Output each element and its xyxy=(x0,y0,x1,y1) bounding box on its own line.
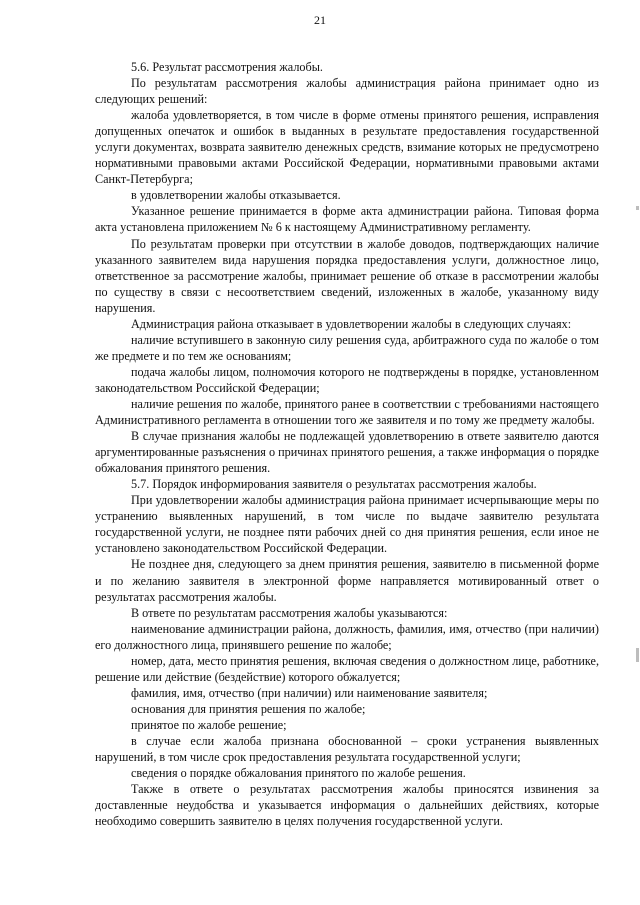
paragraph-list-item: принятое по жалобе решение; xyxy=(131,717,287,732)
paragraph: При удовлетворении жалобы администрация района принимает исчерпывающие меры по устранению выявленных нарушений, в том числе по выдаче заявителю результата государственной услуги, не позднее пяти рабочих дней со дня принятия решения, если иное не установлено законодательством Российской Федерации. xyxy=(95,493,599,556)
paragraph: В случае признания жалобы не подлежащей удовлетворению в ответе заявителю даются аргументированные разъяснения о причинах принятого решения, а также информация о порядке обжалования принятого решения. xyxy=(95,429,599,476)
paragraph-list-item: основания для принятия решения по жалобе; xyxy=(131,701,366,716)
paragraph: Администрация района отказывает в удовлетворении жалобы в следующих случаях: xyxy=(131,316,572,331)
paragraph-list-item: сведения о порядке обжалования принятого по жалобе решения. xyxy=(131,766,466,781)
paragraph-list-item: фамилия, имя, отчество (при наличии) или наименование заявителя; xyxy=(131,685,488,700)
page-number: 21 xyxy=(314,13,326,27)
paragraph: Указанное решение принимается в форме акта администрации района. Типовая форма акта установлена приложением № 6 к настоящему Административному регламенту. xyxy=(95,204,599,235)
paragraph-5-7-heading: 5.7. Порядок информирования заявителя о результатах рассмотрения жалобы. xyxy=(131,477,537,492)
paragraph-5-6-heading: 5.6. Результат рассмотрения жалобы. xyxy=(131,60,323,74)
paragraph: По результатам проверки при отсутствии в жалобе доводов, подтверждающих наличие указанного заявителем вида нарушения порядка предоставления услуги, должностное лицо, ответственное за рассмотрение жалобы, принимает решение об отказе в рассмотрении жалобы по существу в связи с несоответствием сведений, изложенных в жалобе, указанному виду нарушения. xyxy=(95,236,599,315)
paragraph-list-item: жалоба удовлетворяется, в том числе в форме отмены принятого решения, исправления допущенных опечаток и ошибок в выданных в результате предоставления государственной услуги документах, возврата заявителю денежных средств, взимание которых не предусмотрено нормативными правовыми актами Российской Федерации, нормативными правовыми актами Санкт-Петербурга; xyxy=(95,108,599,187)
paragraph-list-item: номер, дата, место принятия решения, включая сведения о должностном лице, работнике, решение или действие (бездействие) которого обжалуется; xyxy=(95,653,599,684)
paragraph-list-item: в случае если жалоба признана обоснованной – сроки устранения выявленных нарушений, в том числе срок предоставления результата государственной услуги; xyxy=(95,733,599,765)
paragraph-list-item: в удовлетворении жалобы отказывается. xyxy=(131,188,341,203)
scan-edge-mark xyxy=(636,206,639,210)
paragraph-list-item: наименование администрации района, должность, фамилия, имя, отчество (при наличии) его должностного лица, принявшего решение по жалобе; xyxy=(95,621,599,652)
paragraph: По результатам рассмотрения жалобы администрация района принимает одно из следующих решений: xyxy=(95,76,599,107)
paragraph-list-item: подача жалобы лицом, полномочия которого не подтверждены в порядке, установленном законодательством Российской Федерации; xyxy=(95,364,599,395)
paragraph-list-item: наличие решения по жалобе, принятого ранее в соответствии с требованиями настоящего Административного регламента в отношении того же заявителя и по тому же предмету жалобы. xyxy=(95,396,599,428)
document-body xyxy=(95,59,599,829)
scan-edge-mark xyxy=(636,648,639,662)
paragraph: В ответе по результатам рассмотрения жалобы указываются: xyxy=(131,605,448,620)
paragraph-list-item: наличие вступившего в законную силу решения суда, арбитражного суда по жалобе о том же предмете и по тем же основаниям; xyxy=(95,332,599,363)
paragraph: Также в ответе о результатах рассмотрения жалобы приносятся извинения за доставленные неудобства и указывается информация о дальнейших действиях, которые необходимо совершить заявителю в целях получения государственной услуги. xyxy=(95,782,599,829)
paragraph: Не позднее дня, следующего за днем принятия решения, заявителю в письменной форме и по желанию заявителя в электронной форме направляется мотивированный ответ о результатах рассмотрения жалобы. xyxy=(95,557,599,604)
